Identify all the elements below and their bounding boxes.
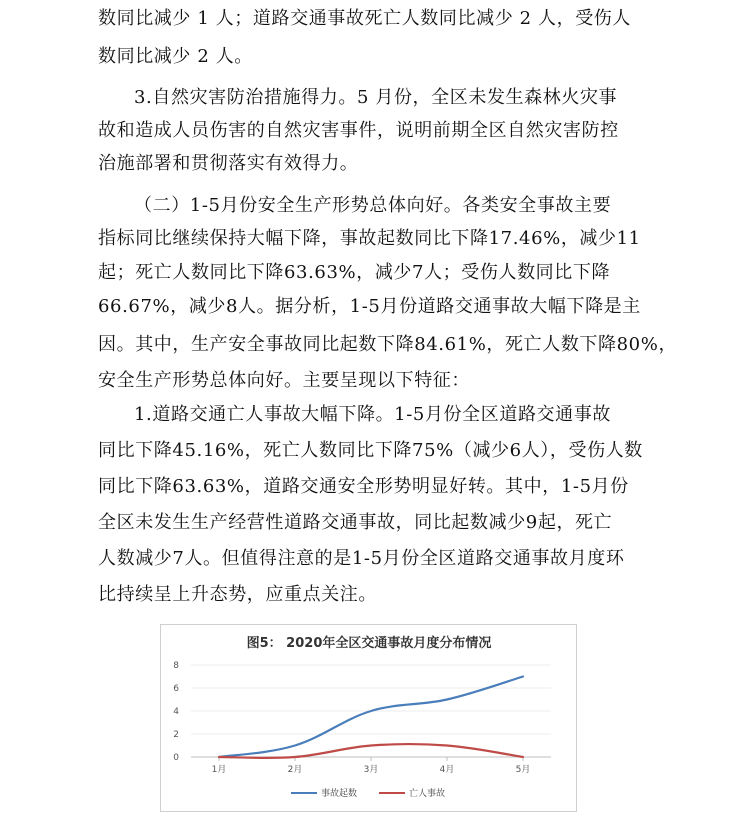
text-line: 数同比减少 1 人；道路交通事故死亡人数同比减少 2 人，受伤人 [98,8,631,29]
text-line: 人数减少7人。但值得注意的是1-5月份全区道路交通事故月度环 [98,548,625,569]
text-line: 起；死亡人数同比下降63.63%，减少7人；受伤人数同比下降 [98,262,611,283]
x-tick-label: 3月 [363,765,379,775]
text-line: 因。其中，生产安全事故同比起数下降84.61%，死亡人数下降80%， [98,334,678,355]
text-line: 全区未发生生产经营性道路交通事故，同比起数减少9起，死亡 [98,512,613,533]
text-line: 比持续呈上升态势，应重点关注。 [98,584,377,605]
text-line: 安全生产形势总体向好。主要呈现以下特征： [98,370,470,391]
paragraph-heading-road-traffic: 1.道路交通亡人事故大幅下降。1-5月份全区道路交通事故 [134,404,611,425]
text-line: 指标同比继续保持大幅下降，事故起数同比下降17.46%，减少11 [98,228,641,249]
y-tick-label: 4 [173,707,179,717]
y-tick-label: 0 [173,753,179,763]
text-line: 治施部署和贯彻落实有效得力。 [98,153,359,174]
x-tick-label: 2月 [287,765,303,775]
x-tick-label: 4月 [439,765,455,775]
text-line: 故和造成人员伤害的自然灾害事件，说明前期全区自然灾害防控 [98,120,619,141]
chart-title: 图5： 2020年全区交通事故月度分布情况 [246,636,492,651]
text-line: 数同比减少 2 人。 [98,46,253,67]
x-tick-label: 1月 [211,765,227,775]
section-heading-overview: （二）1-5月份安全生产形势总体向好。各类安全事故主要 [134,195,612,216]
y-tick-label: 2 [173,730,179,740]
y-tick-label: 8 [173,661,179,671]
y-tick-label: 6 [173,684,179,694]
legend-label: 事故起数 [321,789,358,799]
text-line: 同比下降63.63%，道路交通安全形势明显好转。其中，1-5月份 [98,476,629,497]
text-line: 66.67%，减少8人。据分析，1-5月份道路交通事故大幅下降是主 [98,296,641,317]
traffic-accident-chart [160,624,577,812]
chart-canvas [161,625,578,813]
text-line: 同比下降45.16%，死亡人数同比下降75%（减少6人），受伤人数 [98,440,643,461]
x-tick-label: 5月 [515,765,531,775]
legend-label: 亡人事故 [409,789,446,799]
paragraph-heading-natural-disaster: 3.自然灾害防治措施得力。5 月份，全区未发生森林火灾事 [134,87,618,108]
